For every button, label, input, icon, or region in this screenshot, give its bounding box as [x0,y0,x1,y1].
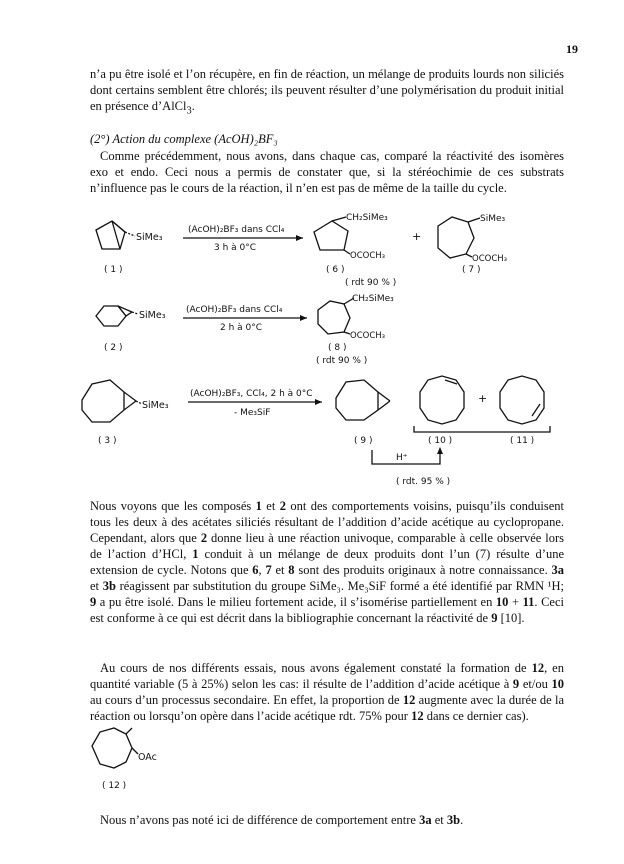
scheme-1 [96,213,507,288]
scheme-3-conditions-top: (AcOH)₂BF₃, CCl₄, 2 h à 0°C [190,389,313,399]
compound-12-structure [92,728,138,768]
compound-11-structure [500,376,544,424]
compound-6-bottom-substituent: OCOCH₃ [350,251,386,261]
compound-7-label: ( 7 ) [462,265,481,275]
scheme-3-conditions-bottom: - Me₃SiF [234,408,271,418]
page-number: 19 [566,42,578,56]
isomerization-catalyst: H⁺ [396,453,408,463]
compound-9-structure [336,380,390,420]
intro-text: n’a pu être isolé et l’on récupère, en fin de réaction, un mélange de produits lourds non siliciés dont certains semblent être chlorés; ils peuvent résulter d’une polymérisation du produit initial en présence d’AlCl [90,67,564,113]
compound-7-top-substituent: SiMe₃ [480,214,506,224]
compound-6-structure [314,217,350,254]
compound-7-structure [438,217,480,258]
scheme-1-yield: ( rdt 90 % ) [345,278,397,288]
section-heading: (2°) Action du complexe (AcOH)₂BF₃ [90,132,278,146]
scheme-1-plus: + [412,230,422,243]
paragraph-1: Comme précédemment, nous avons, dans chaque cas, comparé la réactivité des isomères exo et endo. Ceci nous a permis de constater que, si la stéréochimie de ces substrats n’influence pas le cours de la réaction, il n’en est pas de même de la taille du cycle. [90,149,564,195]
compound-1-label: ( 1 ) [104,265,123,275]
compound-6-label: ( 6 ) [326,265,345,275]
compound-1-substituent: SiMe₃ [136,232,163,243]
paragraph-3: Au cours de nos différents essais, nous avons également constaté la formation de 12, en quantité variable (5 à 25%) selon les cas: il résulte de l’addition d’acide acétique à 9 et/ou 10 au cours d’un processus secondaire. En effet, la proportion de 12 augmente avec la durée de la réaction ou lorsqu’on opère dans l’acide acétique rdt. 75% pour 12 dans ce dernier cas). [90,661,565,723]
isomer-bracket [414,426,550,432]
compound-12-label: ( 12 ) [102,781,127,791]
compound-10-label: ( 10 ) [428,436,453,446]
compound-10-structure [420,376,464,424]
intro-end: . [191,99,195,113]
scheme-1-conditions-bottom: 3 h à 0°C [214,243,257,253]
scheme-2 [96,294,394,366]
compound-3-structure [82,380,142,422]
scheme-2-yield: ( rdt 90 % ) [316,356,368,366]
compound-11-label: ( 11 ) [510,436,535,446]
intro-subscript: 3 [186,105,192,117]
scheme-2-conditions-top: (AcOH)₂BF₃ dans CCl₄ [186,305,283,315]
scheme-2-conditions-bottom: 2 h à 0°C [220,323,263,333]
compound-7-bottom-substituent: OCOCH₃ [472,254,508,264]
scheme-1-conditions-top: (AcOH)₂BF₃ dans CCl₄ [188,225,285,235]
compound-2-label: ( 2 ) [104,343,123,353]
compound-8-bottom-substituent: OCOCH₃ [350,331,386,341]
compound-8-label: ( 8 ) [328,343,347,353]
scheme-3-plus: + [478,392,488,405]
paragraph-2: Nous voyons que les composés 1 et 2 ont des comportements voisins, puisqu’ils conduisent tous les deux à des acétates siliciés résultant de l’addition d’acide acétique au cyclopropane. Cependant, alors que 2 donne lieu à une réaction univoque, comparable à celle observée lors de l’action d’HCl, 1 conduit à un mélange de deux produits dont l’un (7) résulte d’une extension de cycle. Notons que 6, 7 et 8 sont des produits originaux à notre connaissance. 3a et 3b réagissent par substitution du groupe SiMe₃. Me₃SiF formé a été identifié par RMN ¹H; 9 a pu être isolé. Dans le milieu fortement acide, il s’isomérise partiellement en 10 + 11. Ceci est conforme à ce qui est décrit dans la bibliographie concernant la réactivité de 9 [10]. [90,499,565,625]
compound-2-substituent: SiMe₃ [139,310,166,321]
compound-6-top-substituent: CH₂SiMe₃ [346,213,388,223]
compound-8-top-substituent: CH₂SiMe₃ [352,294,394,304]
compound-3-substituent: SiMe₃ [142,400,169,411]
compound-9-label: ( 9 ) [354,436,373,446]
compound-1-structure [96,221,135,249]
paragraph-final: Nous n’avons pas noté ici de différence de comportement entre 3a et 3b. [100,813,464,827]
scheme-4 [92,728,157,791]
compound-12-substituent: OAc [138,752,157,763]
compound-3-label: ( 3 ) [98,436,117,446]
compound-8-structure [318,298,354,334]
compound-2-structure [96,306,138,326]
scheme-3 [82,376,550,487]
scheme-3-yield: ( rdt. 95 % ) [396,477,451,487]
